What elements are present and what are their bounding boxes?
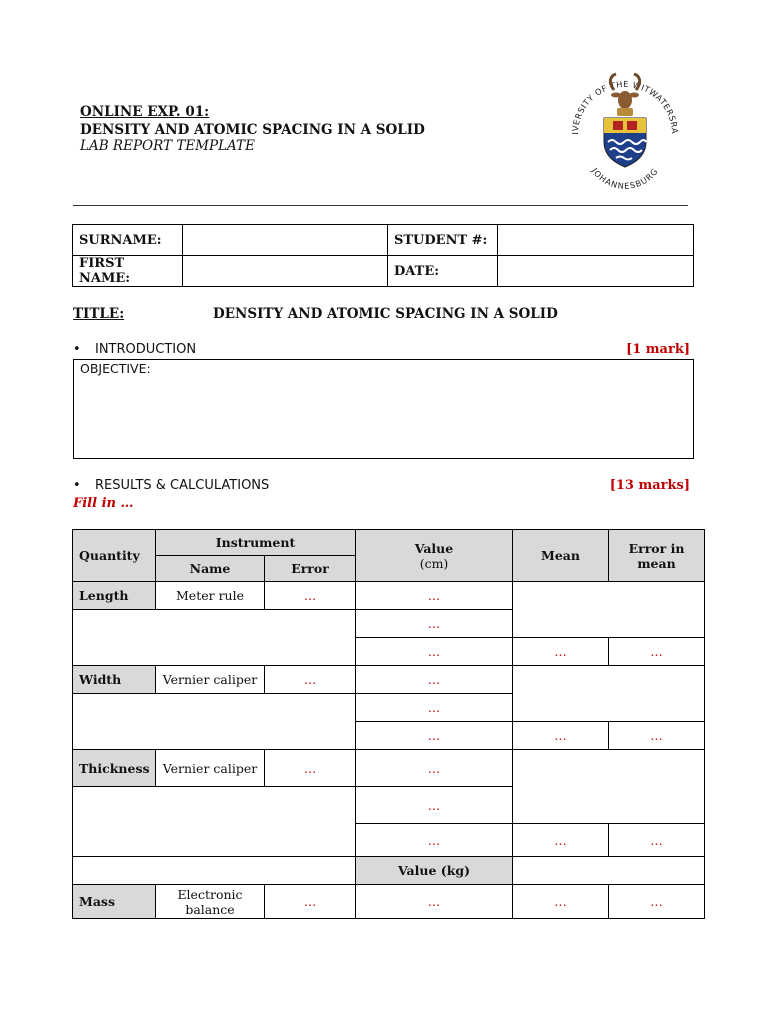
bullet: • — [73, 342, 81, 357]
mean-cell[interactable]: … — [513, 722, 609, 750]
student-number-label: STUDENT #: — [388, 225, 498, 256]
empty-cell — [73, 610, 356, 666]
quantity-mass: Mass — [73, 885, 156, 919]
instrument-width: Vernier caliper — [156, 666, 265, 694]
error-length[interactable]: … — [265, 582, 356, 610]
value-cell[interactable]: … — [356, 824, 513, 857]
header-value-cm — [356, 530, 513, 582]
quantity-length: Length — [73, 582, 156, 610]
instrument-mass-line1: Electronic — [177, 886, 243, 902]
results-heading-row — [73, 478, 695, 493]
experiment-subtitle: DENSITY AND ATOMIC SPACING IN A SOLID — [80, 122, 425, 138]
instrument-thickness: Vernier caliper — [156, 750, 265, 787]
quantity-width: Width — [73, 666, 156, 694]
first-name-field[interactable] — [183, 256, 388, 287]
surname-label: SURNAME: — [73, 225, 183, 256]
header-quantity: Quantity — [73, 530, 156, 582]
results-marks: [13 marks] — [609, 478, 690, 493]
instrument-mass — [156, 885, 265, 919]
error-in-mean-cell[interactable]: … — [609, 638, 705, 666]
value-cell[interactable]: … — [356, 638, 513, 666]
error-width[interactable]: … — [265, 666, 356, 694]
empty-cell — [513, 750, 705, 824]
header-instrument: Instrument — [156, 530, 356, 556]
error-in-mean-cell[interactable]: … — [609, 824, 705, 857]
value-cell[interactable]: … — [356, 722, 513, 750]
mean-cell[interactable]: … — [513, 638, 609, 666]
experiment-title: ONLINE EXP. 01: — [80, 104, 210, 120]
header-mean: Mean — [513, 530, 609, 582]
header-error-in-mean — [609, 530, 705, 582]
university-logo — [560, 68, 690, 196]
title-label: TITLE: — [73, 306, 125, 322]
value-cell[interactable]: … — [356, 666, 513, 694]
instrument-length: Meter rule — [156, 582, 265, 610]
date-label: DATE: — [388, 256, 498, 287]
student-info-table — [72, 224, 694, 287]
mean-cell[interactable]: … — [513, 885, 609, 919]
introduction-marks: [1 mark] — [626, 342, 690, 357]
results-table — [72, 529, 705, 919]
header-value-kg: Value (kg) — [356, 857, 513, 885]
header-value-line1: Value — [414, 540, 454, 556]
horizontal-rule — [73, 205, 688, 206]
error-mass[interactable]: … — [265, 885, 356, 919]
student-number-field[interactable] — [498, 225, 694, 256]
empty-cell — [73, 694, 356, 750]
header-value-line2: (cm) — [419, 555, 449, 571]
empty-cell — [73, 787, 356, 857]
surname-field[interactable] — [183, 225, 388, 256]
results-heading: RESULTS & CALCULATIONS — [95, 478, 270, 493]
template-label: LAB REPORT TEMPLATE — [80, 138, 255, 154]
value-cell[interactable]: … — [356, 750, 513, 787]
error-in-mean-cell[interactable]: … — [609, 722, 705, 750]
introduction-heading-row — [73, 342, 695, 357]
value-cell[interactable]: … — [356, 787, 513, 824]
quantity-thickness: Thickness — [73, 750, 156, 787]
objective-box[interactable] — [73, 359, 694, 459]
fill-in-instruction: Fill in … — [73, 496, 134, 511]
title-text: DENSITY AND ATOMIC SPACING IN A SOLID — [213, 306, 558, 322]
logo-text-bottom: JOHANNESBURG — [589, 165, 661, 191]
value-cell[interactable]: … — [356, 885, 513, 919]
value-cell[interactable]: … — [356, 610, 513, 638]
objective-label: OBJECTIVE: — [80, 361, 151, 376]
svg-text:JOHANNESBURG — [589, 165, 660, 191]
empty-cell — [513, 582, 705, 638]
header-error-in-mean-line2: mean — [637, 555, 676, 571]
first-name-label: FIRST NAME: — [73, 256, 183, 287]
error-in-mean-cell[interactable]: … — [609, 885, 705, 919]
introduction-heading: INTRODUCTION — [95, 342, 197, 357]
empty-cell — [73, 857, 356, 885]
header-error: Error — [265, 556, 356, 582]
empty-cell — [513, 666, 705, 722]
value-cell[interactable]: … — [356, 582, 513, 610]
empty-cell — [513, 857, 705, 885]
error-thickness[interactable]: … — [265, 750, 356, 787]
header-error-in-mean-line1: Error in — [628, 540, 685, 556]
mean-cell[interactable]: … — [513, 824, 609, 857]
logo-text-top: IVERSITY OF THE WITWATERSRA — [569, 78, 681, 135]
date-field[interactable] — [498, 256, 694, 287]
value-cell[interactable]: … — [356, 694, 513, 722]
instrument-mass-line2: balance — [185, 901, 235, 917]
bullet: • — [73, 478, 81, 493]
header-name: Name — [156, 556, 265, 582]
